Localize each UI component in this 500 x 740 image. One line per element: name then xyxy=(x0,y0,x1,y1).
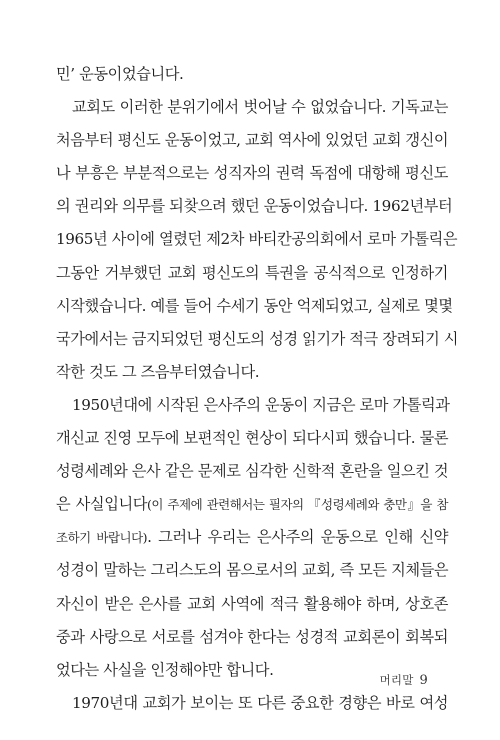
text-segment: . 그러나 우리는 은사주의 운동으로 인해 신약 xyxy=(147,528,448,547)
text-line: 그동안 거부했던 교회 평신도의 특권을 공식적으로 인정하기 xyxy=(56,263,448,282)
text-line: 시작했습니다. 예를 들어 수세기 동안 억제되었고, 실제로 몇몇 xyxy=(56,296,453,315)
text-line: 성령세례와 은사 같은 문제로 심각한 신학적 혼란을 일으킨 것 xyxy=(56,462,449,481)
text-line: 민’ 운동이었습니다. xyxy=(56,65,184,83)
text-line: 국가에서는 금지되었던 평신도의 성경 읽기가 적극 장려되기 시 xyxy=(56,329,459,348)
text-line: 1970년대 교회가 보이는 또 다른 중요한 경향은 바로 여성 xyxy=(72,693,448,712)
text-line: 중과 사랑으로 서로를 섬겨야 한다는 성경적 교회론이 회복되 xyxy=(56,627,448,646)
text-line: 1950년대에 시작된 은사주의 운동이 지금은 로마 가톨릭과 xyxy=(72,395,450,414)
text-line xyxy=(56,488,448,521)
text-line: 었다는 사실을 인정해야만 합니다. xyxy=(56,660,274,679)
text-line: 개신교 진영 모두에 보편적인 현상이 되다시피 했습니다. 물론 xyxy=(56,429,449,448)
text-line: 처음부터 평신도 운동이었고, 교회 역사에 있었던 교회 갱신이 xyxy=(56,131,449,150)
text-line: 교회도 이러한 분위기에서 벗어날 수 없었습니다. 기독교는 xyxy=(72,98,448,117)
text-line: 1965년 사이에 열렸던 제2차 바티칸공의회에서 로마 가톨릭은 xyxy=(56,230,458,249)
body-text xyxy=(56,58,459,720)
text-segment: 은 사실입니다 xyxy=(56,495,148,514)
parenthetical-note: 조하기 바랍니다) xyxy=(56,530,148,546)
page-footer xyxy=(380,672,428,688)
text-line: 나 부흥은 부분적으로는 성직자의 권력 독점에 대항해 평신도 xyxy=(56,164,448,183)
text-line: 자신이 받은 은사를 교회 사역에 적극 활용해야 하며, 상호존 xyxy=(56,594,448,613)
text-line: 작한 것도 그 즈음부터였습니다. xyxy=(56,362,260,381)
text-line: 의 권리와 의무를 되찾으려 했던 운동이었습니다. 1962년부터 xyxy=(56,197,453,216)
text-line: 성경이 말하는 그리스도의 몸으로서의 교회, 즉 모든 지체들은 xyxy=(56,561,449,580)
page-number: 9 xyxy=(419,673,428,688)
parenthetical-note: (이 주제에 관련해서는 필자의 『성령세례와 충만』을 참 xyxy=(147,497,449,513)
text-line xyxy=(56,521,448,554)
running-footer-title: 머리말 xyxy=(379,673,414,687)
